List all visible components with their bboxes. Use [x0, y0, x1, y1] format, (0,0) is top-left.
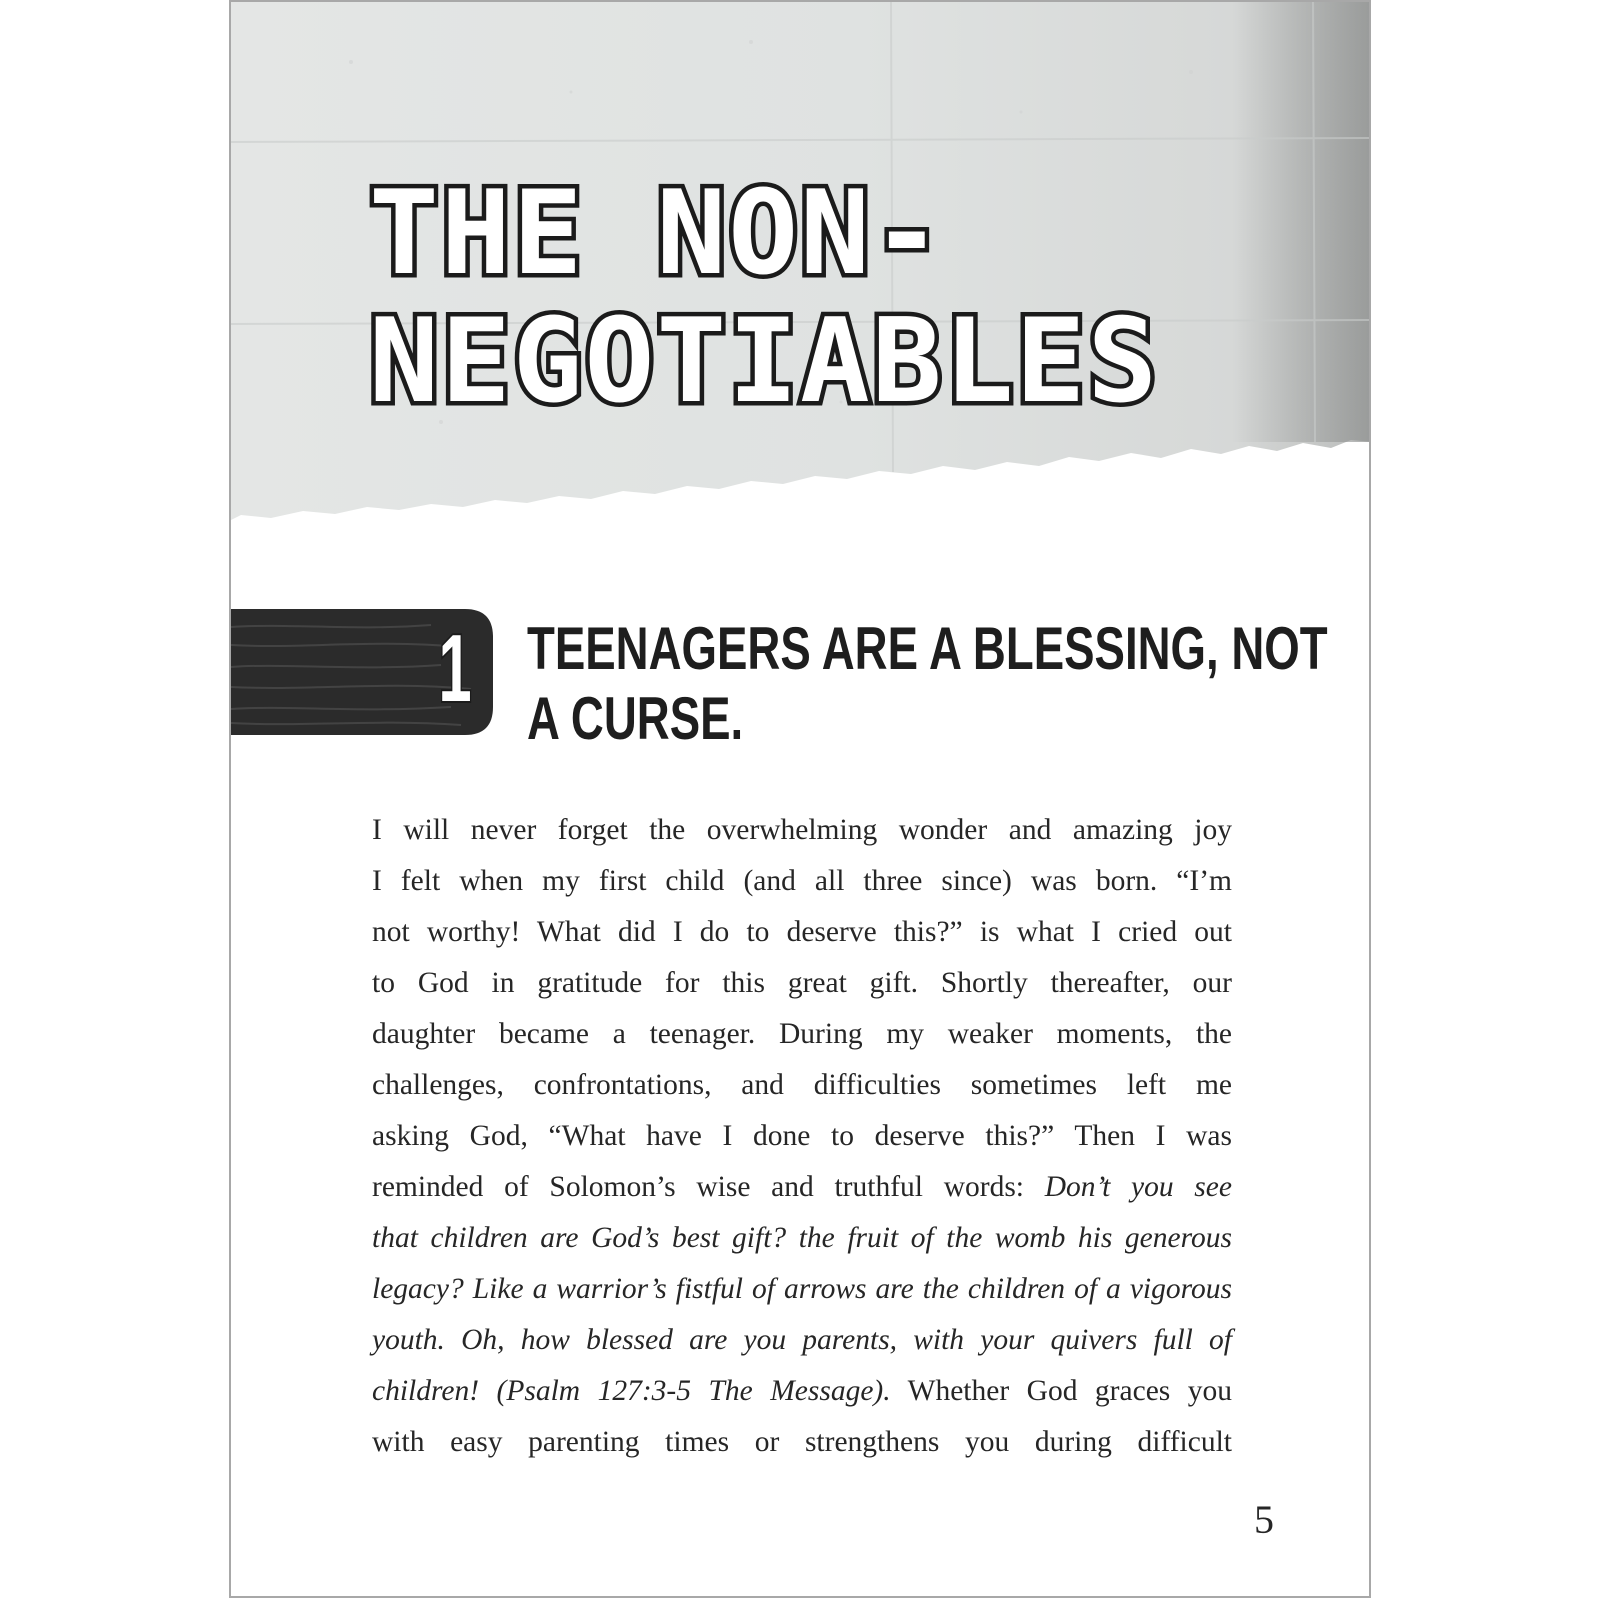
scripture-quote-text: that children are God’s best gift? the fruit of the womb his generous	[372, 1222, 1232, 1254]
body-text-run: Whether God graces you	[890, 1375, 1232, 1407]
body-text-run: reminded of Solomon’s wise and truthful words:	[372, 1171, 1045, 1203]
body-line	[372, 1417, 1232, 1468]
body-line	[372, 1009, 1232, 1060]
body-paragraph	[372, 805, 1232, 1468]
body-line	[372, 958, 1232, 1009]
body-line	[372, 907, 1232, 958]
section-number: 1	[438, 615, 472, 722]
body-text-run: asking God, “What have I done to deserve this?” Then I was	[372, 1120, 1232, 1152]
body-text-run: daughter became a teenager. During my weaker moments, the	[372, 1018, 1232, 1050]
scripture-quote-text: youth. Oh, how blessed are you parents, with your quivers full of	[372, 1324, 1232, 1356]
body-line	[372, 856, 1232, 907]
chapter-title	[369, 166, 1269, 429]
body-text-run: I felt when my first child (and all three since) was born. “I’m	[372, 865, 1232, 897]
body-line	[372, 1213, 1232, 1264]
body-line	[372, 805, 1232, 856]
section-heading	[527, 614, 1328, 754]
body-line	[372, 1111, 1232, 1162]
scripture-quote-text: children! (Psalm 127:3-5 The Message).	[372, 1375, 891, 1407]
book-page	[229, 0, 1371, 1598]
chapter-title-line: NEGOTIABLES	[369, 294, 1160, 429]
section-heading-line: A CURSE.	[527, 685, 744, 752]
body-line	[372, 1060, 1232, 1111]
section-heading-line: TEENAGERS ARE A BLESSING, NOT	[527, 615, 1328, 682]
page-number: 5	[1254, 1497, 1274, 1542]
scripture-quote-text: Don’t you see	[1044, 1171, 1232, 1203]
body-text-run: challenges, confrontations, and difficulties sometimes left me	[372, 1069, 1232, 1101]
body-line	[372, 1315, 1232, 1366]
body-line	[372, 1366, 1232, 1417]
body-text-run: with easy parenting times or strengthens you during difficult	[372, 1426, 1232, 1458]
body-line	[372, 1264, 1232, 1315]
scripture-quote-text: legacy? Like a warrior’s fistful of arrows are the children of a vigorous	[372, 1273, 1232, 1305]
body-text-run: to God in gratitude for this great gift. Shortly thereafter, our	[372, 967, 1232, 999]
chapter-title-line: THE NON-	[369, 166, 944, 301]
body-line	[372, 1162, 1232, 1213]
body-text-run: I will never forget the overwhelming wonder and amazing joy	[372, 814, 1232, 846]
body-text-run: not worthy! What did I do to deserve this?” is what I cried out	[372, 916, 1232, 948]
